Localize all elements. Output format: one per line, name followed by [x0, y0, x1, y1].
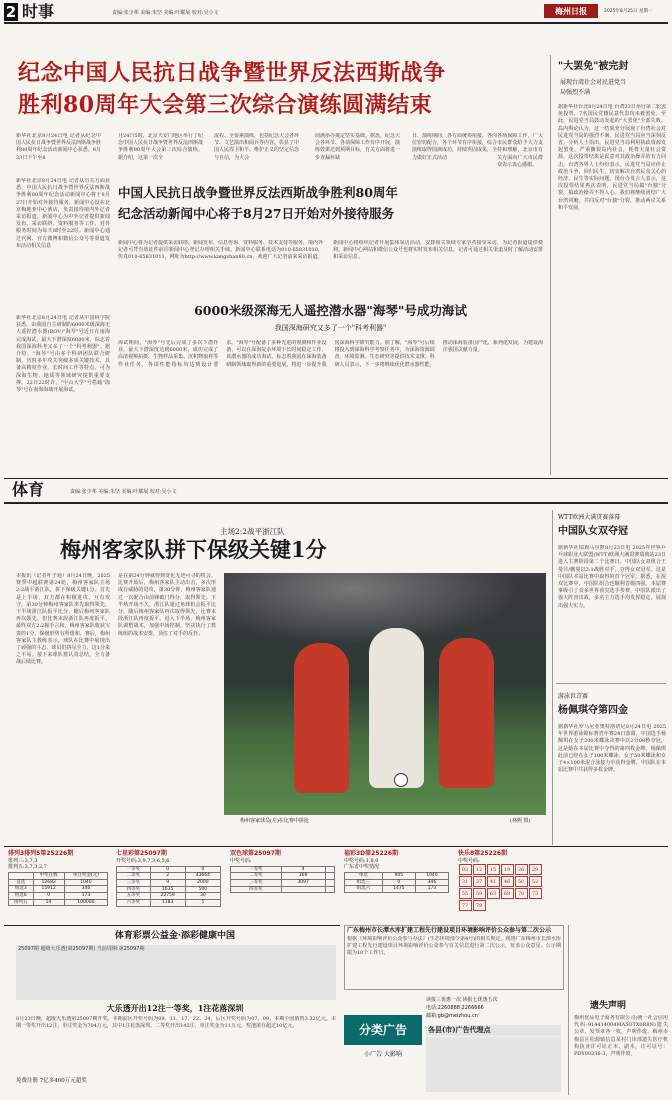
- cell: 组选6: [9, 892, 34, 899]
- kl8-ball: 03: [459, 864, 472, 875]
- kl8-ball: 59: [473, 888, 486, 899]
- table-row: [345, 879, 449, 886]
- newspaper-logo: [544, 4, 598, 18]
- table-row: [117, 886, 221, 893]
- lost-body: 梅州优品电子商务有限公司(统一社会信用代码:914414004MA5OTX0R8N)遗失公章、发票章各一枚，声明作废。梅州市梅县区松源镇信息某村门诊部遗失医疗机构执业许可证正本、副本，许可证号：PDY00236-3，声明作废。: [574, 1015, 668, 1058]
- table-row: [231, 866, 335, 873]
- lead-col-3: 流程、全要素演练，包括纪念大会各环节、文艺演出和阅兵等内容，彰显了中国人民捍卫和平、维护正义的坚定信念与自信，为大会: [214, 133, 299, 161]
- kl8-ball: 15: [487, 864, 500, 875]
- pl3-title: 排列3排列5第25226期: [8, 850, 74, 857]
- lost-title: 遗失声明: [590, 1001, 627, 1011]
- cell: 43664: [185, 873, 220, 880]
- fc3d-title: 福彩3D第25226期: [344, 850, 399, 857]
- table-row: [9, 892, 108, 899]
- ssq-table: [230, 866, 335, 894]
- kl8-ball: 46: [501, 876, 514, 887]
- wtt-body: 据新华社瑞典马尔默8月23日电 2025年世界乒乓球职业大联盟(WTT)欧洲大满贯赛瑞典站23日进入主赛阶段第二个比赛日，中国队女双组合王曼昱/蒯曼以3:1战胜对手，夺得女双冠军。这是中国队本站比赛中取得的首个冠军。据悉，在混双比赛中，中国队组合也顺利晋级四强。本届赛事吸引了众多世界顶尖选手参赛，中国队派出了强大阵容出战，多名主力选手均发挥稳定，展现出强大实力。: [558, 545, 666, 609]
- col-rule-sports: [552, 510, 553, 845]
- ssq-title: 双色球第25097期: [230, 850, 281, 857]
- classified-contact1: 读报三优惠一次 读报七优惠五次: [426, 997, 498, 1003]
- page-header: [4, 3, 668, 21]
- kl8-ball: 41: [487, 876, 500, 887]
- kl8-ball: 50: [515, 876, 528, 887]
- cell: 1183: [150, 899, 185, 906]
- col-rule-lost: [568, 925, 569, 1095]
- cell: 四等奖: [117, 886, 151, 893]
- sea-left-col: 新华社北京8月24日电 记者从中国科学院获悉，由我国自主研制的6000米级深海无人遥控潜水器(ROV)"海琴"号近日在南海完成海试，最大下潜深度6000米，标志着我国深海科考又多了一个"科考利器"。据介绍，"海琴"号由多个科研团队联合研制，历时多年攻关突破多项关键技术，具备高精度作业、长时间工作等特点，可为深海生物、地质等领域研究提供重要支撑。22日22时许，"中山大学"号搭载"海琴"号在南海海域开展海试。: [16, 315, 110, 394]
- lottery-top-rule: [4, 846, 668, 847]
- header-rule: [4, 22, 668, 24]
- welfare-title: 体育彩票公益金·添彩健康中国: [114, 931, 236, 941]
- lottery-pl3: [8, 850, 112, 920]
- lead-col-1: 新华社北京8月24日电 记者从纪念中国人民抗日战争暨世界反法西斯战争胜利80周年纪念活动新闻中心获悉，8月23日下午至8: [16, 133, 101, 161]
- cell: 1635: [150, 886, 185, 893]
- cell: 0: [150, 866, 185, 873]
- section-title: 时事: [22, 2, 55, 21]
- table-row: [9, 886, 108, 893]
- lottery-kl8: [458, 850, 548, 920]
- pl3-th2: 单注奖金(元): [64, 873, 107, 880]
- sea-body: 海试期间，"海琴"号先后完成了多次下潜作业，最大下潜深度达到6000米，成功完成了高清视频拍摄、生物样品采集、沉积物取样等作业任务，各项性能指标均达到设计要求。"海琴"号配备了多种先进的观测和作业设备，可以在深海复杂环境下长时间稳定工作。该潜水器的成功海试，标志着我国在深海装备研制领域取得新的重要进展，将进一步提升我国深海科学研究能力。据了解，"海琴"号后续将投入到深海科学考察任务中，为深海资源调查、环境监测、生态研究等提供技术支撑。科研人员表示，下一步将继续优化潜水器性能，推动深海装备国产化、系列化发展，为建设海洋强国贡献力量。: [118, 340, 543, 368]
- wtt-rule: [556, 683, 666, 684]
- table-row: [117, 899, 221, 906]
- table-row: [345, 886, 449, 893]
- cell: 单选: [345, 873, 383, 880]
- lottery-ssq: [230, 850, 340, 920]
- pl3-row1: 排列三:3,7,3: [8, 857, 38, 864]
- qxc-nums: 开奖号码:3,9,7,3,6,5,6: [116, 857, 170, 864]
- cell: 30: [185, 893, 220, 900]
- cell: 905: [382, 873, 415, 880]
- cell: 三等奖: [231, 880, 282, 887]
- cell: 173: [415, 886, 448, 893]
- fc3d-sub: 广东省中奖情况: [344, 863, 380, 870]
- cell: 22759: [150, 893, 185, 900]
- cell: 排列五: [9, 899, 34, 906]
- classified-list: [426, 1037, 561, 1092]
- kl8-ball: 70: [515, 888, 528, 899]
- classified-contact2: 电话:2260888 2266666: [426, 1005, 484, 1011]
- cell: 169: [281, 873, 325, 880]
- cell: 一等奖: [117, 866, 151, 873]
- cell: 173: [64, 892, 107, 899]
- soccer-kicker: 主场2:2战平浙江队: [220, 527, 285, 536]
- wtt-kicker: WTT欧洲大满贯赛落幕: [558, 514, 621, 521]
- cell: 3097: [281, 880, 325, 887]
- cell: 1040: [415, 873, 448, 880]
- ad-title: 广东梅州市长潭水库扩建工程先行建设项目环境影响评价公众参与第二次公示: [347, 927, 552, 934]
- table-row: [9, 899, 108, 906]
- table-row: [345, 873, 449, 880]
- cell: 1040: [64, 879, 107, 886]
- photo-caption: 梅州客家球员(左)在比赛中拼抢: [240, 818, 309, 824]
- cell: 二等奖: [231, 873, 282, 880]
- table-row: [231, 880, 335, 887]
- kl8-ball: 31: [459, 876, 472, 887]
- editor-credits: 责编:张少邦 美编:朱坚 美编:叶耀展 校对:吴小文: [112, 10, 219, 16]
- news-center-headline-2: 纪念活动新闻中心将于8月27日开始对外接待服务: [118, 206, 395, 221]
- kl8-title: 快乐8第25226期: [458, 850, 508, 857]
- lead-headline-2: 胜利80周年大会第三次综合演练圆满结束: [18, 92, 433, 118]
- ad-body: 根据《环境影响评价公众参与办法》(生态环境部令第4号)的相关规定，现将广东梅州市长潭水库扩建工程先行建设项目环境影响评价公众参与有关信息进行第二次公示，征求公众意见。公示期限为10个工作日。: [347, 936, 561, 957]
- cell: 组选三: [345, 879, 383, 886]
- cell: 五等奖: [117, 893, 151, 900]
- kl8-ball: 29: [529, 864, 542, 875]
- news-center-body-1: 新闻中心将为记者提供采访联络、新闻发布、信息咨询、资料服务、技术支持等服务，境内外记者可凭有效证件前往新闻中心登记办理相关手续。新闻中心联系电话为010-65831010，传真010-65831011，网址为http://www.kangzhan80.cn，欢迎广大记者前来采访报道。: [118, 240, 323, 261]
- welfare-headline-2: 大乐透开出12注一等奖，1注花落深圳: [106, 1003, 244, 1013]
- kl8-ball-grid: [458, 864, 548, 912]
- table-row: [231, 886, 335, 893]
- cell: 15912: [33, 886, 64, 893]
- sports-section-title: 体育: [12, 480, 45, 499]
- cell: 12682: [33, 879, 64, 886]
- welfare-line1: 25097期 超级大乐透(第25097期) 当前周期:第25097期: [18, 946, 145, 952]
- cell: 直选: [9, 879, 34, 886]
- cell: 组选3: [9, 886, 34, 893]
- kl8-ball: 63: [487, 888, 500, 899]
- table-row: [117, 873, 221, 880]
- lottery-qxc: [116, 850, 226, 920]
- ad-box: [344, 925, 564, 990]
- kl8-ball: 55: [459, 888, 472, 899]
- kl8-ball: 77: [459, 900, 472, 911]
- lead-col-5: 日、演练期间，各方面统筹衔接，各岗位密切配合，各个环节有序衔接，综合演练取得圆满成功，持续巩固成果，全力做好正式活动: [412, 133, 497, 161]
- welfare-table: [16, 945, 336, 1000]
- right-sub-1: 展现台湾社会对民进党当: [560, 79, 627, 86]
- cell: 500: [185, 886, 220, 893]
- kl8-ball: 12: [473, 864, 486, 875]
- logo-text: 梅州日报: [555, 6, 587, 16]
- sports-top-rule: [4, 478, 668, 479]
- welfare-top-rule: [4, 925, 340, 926]
- cell: 346: [64, 886, 107, 893]
- cell: 三等奖: [117, 880, 151, 887]
- cell: 二等奖: [117, 873, 151, 880]
- kl8-ball: 37: [473, 876, 486, 887]
- table-row: [9, 879, 108, 886]
- sports-header-rule: [4, 502, 668, 504]
- table-row: [117, 893, 221, 900]
- news-center-body-2: 新闻中心将组织记者开展集体采访活动，安排相关领域专家学者接受采访，为记者报道提供便利。新闻中心网站和微信公众号也将实时发布相关信息，记者可通过相关渠道及时了解活动安排和采访信息。: [333, 240, 543, 261]
- sports-editor-credits: 责编:张少邦 美编:朱坚 美编:叶耀展 校对:吴小文: [70, 489, 177, 495]
- cell: 六等奖: [117, 899, 151, 906]
- cell: 0: [33, 892, 64, 899]
- cell: 四等奖: [231, 886, 282, 893]
- classified-list-title: 各县(市)广告代理点: [426, 1025, 561, 1036]
- classified-slogan: 小广告 大影响: [364, 1051, 402, 1058]
- lead-col-4: 圆满举办奠定坚实基础。据悉，纪念大会各环节、各项保障工作有序开展，演练效果达到预期目标，有关方面将进一步查漏补缺: [315, 133, 400, 161]
- cell: 100000: [64, 899, 107, 906]
- cell: 4: [281, 866, 325, 873]
- qxc-table: [116, 866, 221, 907]
- soccer-col-2: 是在第24分钟就得到变化无迹可寻的机会。比赛开始后，梅州客家队主动出击，多次形成有威胁的进攻，第30分钟，梅州客家队通过一次配合由前锋破门得分，取得领先。下半场开场不久，浙江队通过角球机会扳平比分，随后梅州客家队再次取得领先，比赛末段浙江队再度扳平。进入下半场，梅州客家队调整战术，加强中场控制，坚决执行了教练组的战术安排，顶住了对手的反扑。: [118, 573, 216, 637]
- col-rule-right: [550, 55, 551, 475]
- news-center-left: 新华社北京8月24日电 记者从有关方面获悉，中国人民抗日战争暨世界反法西斯战争胜利80周年纪念活动新闻中心将于8月27日开始对外接待服务。新闻中心设在北京梅地亚中心酒店，负责接待境内外记者采访报道，新闻中心为中外记者提供新闻发布、采访联络、资料服务等工作，对外服务时间为每天8时至22时。新闻中心通过官网、官方微博和微信公众号等渠道发布活动相关信息: [16, 178, 110, 249]
- kl8-ball: 79: [473, 900, 486, 911]
- player-center: [369, 628, 424, 788]
- lead-headline-1: 纪念中国人民抗日战争暨世界反法西斯战争: [18, 60, 446, 86]
- kl8-ball: 68: [501, 888, 514, 899]
- swim-headline: 杨佩琪夺第四金: [558, 705, 628, 716]
- lead-col-6: 各项保障工作，广大市民群众给予大力支持和理解，北京市有关方面向广大市民群众表示衷心感谢。: [497, 133, 543, 168]
- welfare-footer: 免费注册 7亿多400万元超奖: [16, 1078, 87, 1084]
- right-sub-2: 局强烈不满: [560, 89, 591, 96]
- issue-date: 2025年8月25日 星期一: [604, 9, 653, 14]
- cell: 54: [33, 899, 64, 906]
- lottery-fc3d: [344, 850, 454, 920]
- pl3-th1: 中奖注数: [33, 873, 64, 880]
- photo-credit: (林熙 摄): [510, 818, 531, 824]
- soccer-col-1: 本报讯（记者叶子通）8月24日晚，2025赛季中超联赛第24轮，梅州客家队主场2:2战平浙江队，拼下保级关键1分。首先是上半场，双方都在积极进攻、互有攻守，第30分钟梅州客家队率先取得领先，下半场浙江队扳平比分，随后梅州客家队再次领先，但比赛末段浙江队再度扳平。最终双方2:2握手言和，梅州客家队收获宝贵的1分，保级形势有所缓和。赛后，梅州客家队主教练表示，球队在比赛中展现出了顽强的斗志，球员们拼尽全力，这1分来之不易。接下来球队将认真总结，全力备战后续比赛。: [16, 573, 110, 666]
- kl8-ball: 19: [501, 864, 514, 875]
- news-center-headline-1: 中国人民抗日战争暨世界反法西斯战争胜利80周年: [118, 185, 398, 200]
- kl8-ball: 26: [515, 864, 528, 875]
- cell: 9: [150, 880, 185, 887]
- lead-col-2: 月24日5时，北京天安门地区举行了纪念中国人民抗日战争暨世界反法西斯战争胜利80周年大会第三次综合演练。据介绍，这第一次全: [118, 133, 203, 161]
- sea-headline: 6000米级深海无人遥控潜水器"海琴"号成功海试: [194, 303, 467, 318]
- classified-box: [344, 995, 564, 1095]
- fc3d-nums: 中奖号码:1,8,0: [344, 857, 379, 864]
- right-body: 据新华社台北8月24日电 台湾23日举行第二轮罢免投票，7名国民党籍民意代表均未被罢免。至此，民进党当局鼓动发起的"大罢免"全部失败。岛内舆论认为，这一结果充分展现了台湾社会对民进党当局的强烈不满，民进党当局应当深刻反省。分析人士指出，民进党当局利用执政资源发起罢免，严重撕裂岛内社会，耗费大量社会资源，这次投票结果是民意对其政治操弄的有力回击。台湾各界人士纷纷表示，民进党当局应停止政治斗争，回归民生，切实解决台湾民众关心的经济、民生等实际问题。国台办发言人表示，这次投票结果再次表明，民进党当局搞"台独"分裂、搞政治操弄不得人心。我们将继续团结广大台湾同胞，共同反对"台独"分裂，推动两岸关系和平发展。: [558, 104, 666, 211]
- classified-logo: 分类广告: [344, 1015, 422, 1045]
- kl8-ball: 73: [529, 888, 542, 899]
- swim-kicker: 游泳世青赛: [558, 693, 589, 700]
- qxc-title: 七星彩第25097期: [116, 850, 167, 857]
- kl8-nums: 中奖号码:: [458, 857, 480, 864]
- cell: 2000: [185, 880, 220, 887]
- welfare-body: 8月23日晚，超级大乐透第25097期开奖。本期前区开奖号码为09、11、17、22、24，后区开奖号码为07、09。本期全国销售3.32亿元。本期一等奖开出12注，单注奖金为704万元，其中1注花落深圳。二等奖开出145注，单注奖金为11万元。奖池滚存超过10亿元。: [16, 1016, 336, 1030]
- player-right: [439, 638, 494, 788]
- swim-body: 据新华社罗马尼亚奥特洛切尼8月24日电 2025年世界游泳锦标赛青年赛24日落幕，中国选手杨佩琪在女子200米蝶泳决赛中以2分08秒夺冠，这是她在本届比赛中夺得的第四枚金牌。杨佩琪此前已经在女子100米蝶泳、女子50米蝶泳和女子4×100米混合泳接力中获得金牌。中国队在本届比赛中共获得多枚金牌。: [558, 724, 666, 774]
- classified-email: 邮箱:gb@meizhou.cn: [426, 1013, 478, 1019]
- fc3d-table: [344, 872, 449, 893]
- cell: 一等奖: [231, 866, 282, 873]
- table-row: [117, 880, 221, 887]
- cell: 5: [185, 899, 220, 906]
- cell: 346: [415, 879, 448, 886]
- cell: 0: [382, 879, 415, 886]
- cell: 组选六: [345, 886, 383, 893]
- player-left: [294, 643, 349, 793]
- kl8-ball: 52: [529, 876, 542, 887]
- cell: 1475: [382, 886, 415, 893]
- pl3-table: [8, 872, 108, 906]
- table-row: [117, 866, 221, 873]
- table-row: [231, 873, 335, 880]
- wtt-headline: 中国队女双夺冠: [558, 526, 628, 537]
- cell: 0: [185, 866, 220, 873]
- soccer-headline: 梅州客家队拼下保级关键1分: [60, 537, 327, 562]
- ball-icon: [394, 773, 408, 787]
- cell: 2: [150, 873, 185, 880]
- page-number: 2: [5, 3, 17, 21]
- right-headline: "大罢免"被完封: [558, 61, 629, 72]
- soccer-photo: [224, 573, 546, 815]
- ssq-nums: 中奖号码:: [230, 857, 252, 864]
- pl3-row2: 排列五:3,7,3,2,7: [8, 863, 47, 870]
- sea-subheadline: 我国深海研究又多了一个"科考利器": [274, 324, 387, 332]
